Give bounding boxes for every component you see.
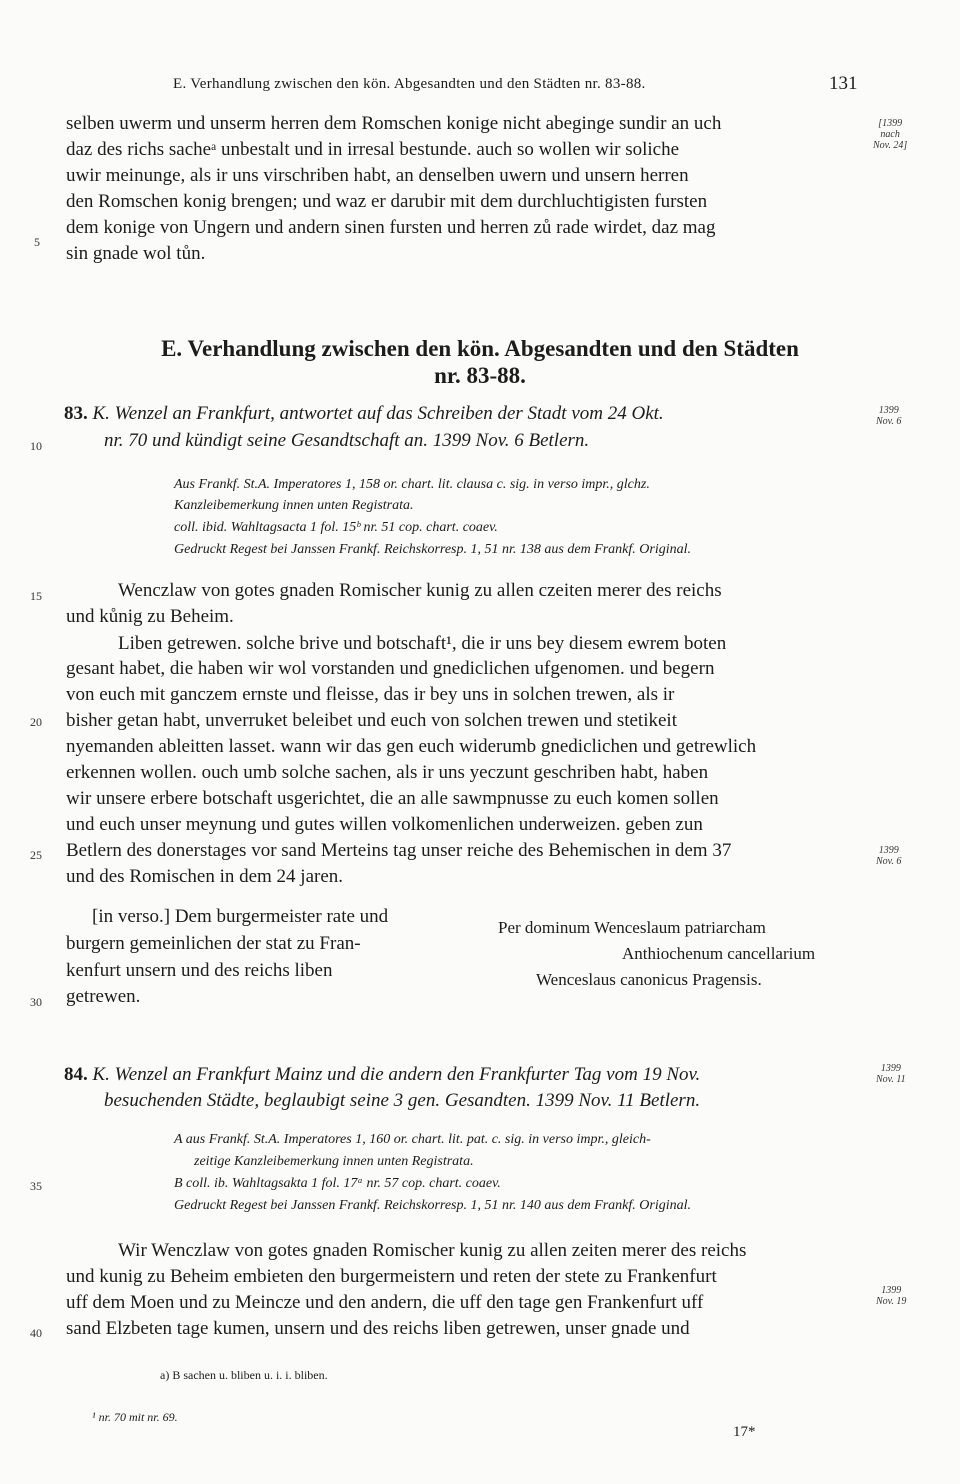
page-number: 131 xyxy=(829,73,858,94)
line-number: 35 xyxy=(30,1179,42,1193)
doc-83-body-line: Liben getrewen. solche brive und botschaft¹, die ir uns bey diesem ewrem boten xyxy=(118,633,727,654)
text-line: daz des richs sacheᵃ unbestalt und in irresal bestunde. auch so wollen wir soliche xyxy=(66,139,680,160)
chancery-signature-line: Per dominum Wenceslaum patriarcham xyxy=(498,918,766,937)
doc-83-body-line: wir unsere erbere botschaft usgerichtet, die an alle sawmpnusse zu euch komen sollen xyxy=(66,788,719,809)
footnote-1: ¹ nr. 70 mit nr. 69. xyxy=(92,1410,178,1424)
line-number: 40 xyxy=(30,1326,42,1340)
doc-83-regest-1: 83. K. Wenzel an Frankfurt, antwortet auf das Schreiben der Stadt vom 24 Okt. xyxy=(64,403,664,424)
verso-address-line: burgern gemeinlichen der stat zu Fran- xyxy=(66,933,361,954)
doc-83-body-line: und kůnig zu Beheim. xyxy=(66,606,234,627)
doc-84-source: A aus Frankf. St.A. Imperatores 1, 160 or. chart. lit. pat. c. sig. in verso impr., gleich- xyxy=(174,1132,651,1147)
doc-83-source: Kanzleibemerkung innen unten Registrata. xyxy=(174,498,414,513)
verso-address-line: kenfurt unsern und des reichs liben xyxy=(66,960,333,981)
section-heading-sub: nr. 83-88. xyxy=(434,363,526,388)
signature-mark: 17* xyxy=(733,1424,756,1440)
doc-83-body-line: und euch unser meynung und gutes willen volkomenlichen underweizen. geben zun xyxy=(66,814,703,835)
doc-83-body-line: Wenczlaw von gotes gnaden Romischer kunig zu allen czeiten merer des reichs xyxy=(118,580,722,601)
doc-84-source: Gedruckt Regest bei Janssen Frankf. Reichskorresp. 1, 51 nr. 140 aus dem Frankf. Original. xyxy=(174,1198,692,1213)
doc-84-body-line: uff dem Moen und zu Meincze und den andern, die uff den tage gen Frankenfurt uff xyxy=(66,1292,704,1313)
doc-83-body-line: und des Romischen in dem 24 jaren. xyxy=(66,866,344,887)
doc-83-regest-2: nr. 70 und kündigt seine Gesandtschaft an. 1399 Nov. 6 Betlern. xyxy=(104,430,590,451)
running-title: E. Verhandlung zwischen den kön. Abgesandten und den Städten nr. 83-88. xyxy=(173,76,646,92)
doc-84-source: zeitige Kanzleibemerkung innen unten Registrata. xyxy=(194,1154,474,1169)
verso-address-line: [in verso.] Dem burgermeister rate und xyxy=(92,906,389,927)
text-line: den Romschen konig brengen; und waz er darubir mit dem durchluchtigisten fursten xyxy=(66,191,708,212)
line-number: 30 xyxy=(30,995,42,1009)
doc-83-body-line: Betlern des donerstages vor sand Merteins tag unser reiche des Behemischen in dem 37 xyxy=(66,840,732,861)
doc-83-source: Aus Frankf. St.A. Imperatores 1, 158 or. chart. lit. clausa c. sig. in verso impr., glchz. xyxy=(174,477,650,492)
text-line: selben uwerm und unserm herren dem Romschen konige nicht abeginge sundir an uch xyxy=(66,113,722,134)
doc-83-body-line: bisher getan habt, unverruket beleibet und euch von solchen trewen und stetikeit xyxy=(66,710,677,731)
verso-address-line: getrewen. xyxy=(66,986,141,1007)
doc-84-number: 84. xyxy=(64,1064,88,1085)
chancery-signature-line: Anthiochenum cancellarium xyxy=(622,944,816,963)
footnote-a: a) B sachen u. bliben u. i. i. bliben. xyxy=(160,1368,328,1382)
doc-84-source: B coll. ib. Wahltagsakta 1 fol. 17ᵃ nr. 57 cop. chart. coaev. xyxy=(174,1176,501,1191)
doc-84-regest-2: besuchenden Städte, beglaubigt seine 3 gen. Gesandten. 1399 Nov. 11 Betlern. xyxy=(104,1090,701,1111)
doc-83-number: 83. xyxy=(64,403,88,424)
margin-date-84: 1399 Nov. 11 xyxy=(876,1063,906,1085)
line-number: 5 xyxy=(34,235,40,249)
doc-83-body-line: von euch mit ganczem ernste und fleisse, das ir bey uns in solchen trewen, als ir xyxy=(66,684,675,705)
doc-83-body-line: erkennen wollen. ouch umb solche sachen, als ir uns yeczunt geschriben habt, haben xyxy=(66,762,709,783)
chancery-signature-line: Wenceslaus canonicus Pragensis. xyxy=(536,970,762,989)
text-line: uwir meinunge, als ir uns virschriben habt, an denselben uwern und unsern herren xyxy=(66,165,689,186)
doc-84-body-line: sand Elzbeten tage kumen, unsern und des reichs liben getrewen, unser gnade und xyxy=(66,1318,690,1339)
line-number: 10 xyxy=(30,439,42,453)
section-heading: E. Verhandlung zwischen den kön. Abgesandten und den Städten xyxy=(161,336,799,361)
doc-83-body-line: gesant habet, die haben wir wol vorstanden und gnediclichen ufgenomen. und begern xyxy=(66,658,715,679)
doc-84-body-line: Wir Wenczlaw von gotes gnaden Romischer kunig zu allen zeiten merer des reichs xyxy=(118,1240,747,1261)
doc-84-body-line: und kunig zu Beheim embieten den burgermeistern und reten der stete zu Frankenfurt xyxy=(66,1266,717,1287)
line-number: 20 xyxy=(30,715,42,729)
text-line: dem konige von Ungern und andern sinen fursten und herren zů rade wirdet, daz mag xyxy=(66,217,716,238)
line-number: 15 xyxy=(30,589,42,603)
doc-83-body-line: nyemanden ableitten lasset. wann wir das gen euch widerumb gnediclichen und getrewlich xyxy=(66,736,757,757)
margin-date-mid: 1399 Nov. 6 xyxy=(876,845,902,867)
text-line: sin gnade wol tůn. xyxy=(66,243,206,264)
doc-83-source: Gedruckt Regest bei Janssen Frankf. Reichskorresp. 1, 51 nr. 138 aus dem Frankf. Original. xyxy=(174,542,692,557)
margin-date-83: 1399 Nov. 6 xyxy=(876,405,902,427)
line-number: 25 xyxy=(30,848,42,862)
doc-84-regest-1: 84. K. Wenzel an Frankfurt Mainz und die andern den Frankfurter Tag vom 19 Nov. xyxy=(64,1064,701,1085)
doc-83-source: coll. ibid. Wahltagsacta 1 fol. 15ᵇ nr. 51 cop. chart. coaev. xyxy=(174,520,498,535)
margin-date-low: 1399 Nov. 19 xyxy=(876,1285,907,1307)
margin-date-top: [1399 nach Nov. 24] xyxy=(873,118,908,151)
